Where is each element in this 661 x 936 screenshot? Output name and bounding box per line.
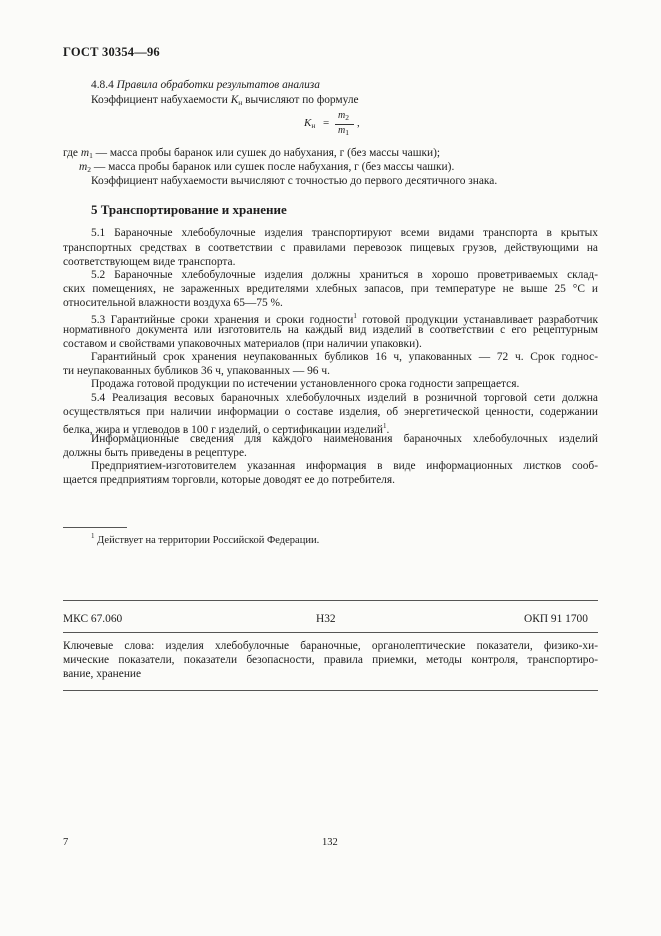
codes-top-rule: [63, 600, 598, 601]
p54-line1: 5.4 Реализация весовых бараночных хлебобулочных изделий в розничной торговой сети должна: [91, 392, 598, 404]
formula-denominator: $m_1$: [338, 125, 349, 137]
h-code: Н32: [316, 613, 336, 625]
footnote-separator: [63, 527, 127, 528]
info-line1: Информационные сведения для каждого наименования бараночных хлебобулочных изделий: [91, 433, 598, 445]
formula-numerator: $m_2$: [338, 110, 349, 122]
p53-line3: составом и свойствами упаковочных материалов (при наличии упаковки).: [63, 338, 422, 350]
subsection-number: 4.8.4: [91, 79, 114, 91]
page-number-left: 7: [63, 837, 69, 848]
subsection-heading: [91, 78, 320, 93]
footnote: $^1$ Действует на территории Российской Федерации.: [91, 532, 320, 546]
enterprise-line1: Предприятием-изготовителем указанная информация в виде информационных листков сооб-: [91, 460, 598, 472]
p52-line3: относительной влажности воздуха 65—75 %.: [63, 297, 283, 309]
guarantee-line1: Гарантийный срок хранения неупакованных бубликов 16 ч, упакованных — 72 ч. Срок годнос-: [91, 351, 598, 363]
p51-line1: 5.1 Бараночные хлебобулочные изделия транспортируют всеми видами транспорта в крытых: [91, 227, 598, 239]
keywords-bottom-rule: [63, 690, 598, 691]
mks-code: МКС 67.060: [63, 613, 123, 625]
document-header: ГОСТ 30354—96: [63, 45, 160, 59]
enterprise-line2: щается предприятиям торговли, которые доводят ее до потребителя.: [63, 474, 395, 486]
legend-m2: $m_2$ — масса пробы баранок или сушек после набухания, г (без массы чашки).: [79, 161, 455, 174]
keywords-line2: мические показатели, показатели безопасности, правила приемки, методы контроля, транспортиро-: [63, 654, 598, 666]
subsection-title: Правила обработки результатов анализа: [116, 79, 320, 91]
section-title: 5 Транспортирование и хранение: [91, 202, 287, 217]
guarantee-line2: ти неупакованных бубликов 36 ч, упакованных — 96 ч.: [63, 365, 330, 377]
p52-line1: 5.2 Бараночные хлебобулочные изделия должны храниться в хорошо проветриваемых склад-: [91, 269, 598, 281]
p54-line2: осуществляться при наличии информации о составе изделия, об энергетической ценности, содержании: [63, 406, 598, 418]
info-line2: должны быть приведены в рецептуре.: [63, 447, 247, 459]
p53-line1: 5.3 Гарантийные сроки хранения и сроки годности$^1$ готовой продукции устанавливает разработчик: [91, 312, 598, 326]
codes-bottom-rule: [63, 632, 598, 633]
prohibition-note: Продажа готовой продукции по истечении установленного срока годности запрещается.: [91, 378, 520, 390]
p52-line2: ских помещениях, не зараженных вредителями хлебных запасов, при температуре не выше 25 °С и: [63, 283, 598, 295]
p51-line2: транспортных средствах в соответствии с правилами перевозок пищевых грузов, действующими на: [63, 242, 598, 254]
formula-intro: Коэффициент набухаемости $K_н$ вычисляют по формуле: [91, 94, 359, 107]
accuracy-note: Коэффициент набухаемости вычисляют с точностью до первого десятичного знака.: [91, 175, 498, 187]
keywords-line1: Ключевые слова: изделия хлебобулочные бараночные, органолептические показатели, физико-хи-: [63, 640, 598, 652]
legend-m1: где $m_1$ — масса пробы баранок или сушек до набухания, г (без массы чашки);: [63, 147, 441, 160]
p53-line2: нормативного документа или изготовитель на каждый вид изделий в соответствии с его рецептурным: [63, 324, 598, 336]
okp-code: ОКП 91 1700: [524, 613, 588, 625]
page-number-center: 132: [322, 837, 338, 848]
p51-line3: соответствующем виде транспорта.: [63, 256, 236, 268]
p54-line3: белка, жира и углеводов в 100 г изделий, о сертификации изделий$^1$.: [63, 422, 390, 436]
keywords-line3: вание, хранение: [63, 668, 142, 680]
